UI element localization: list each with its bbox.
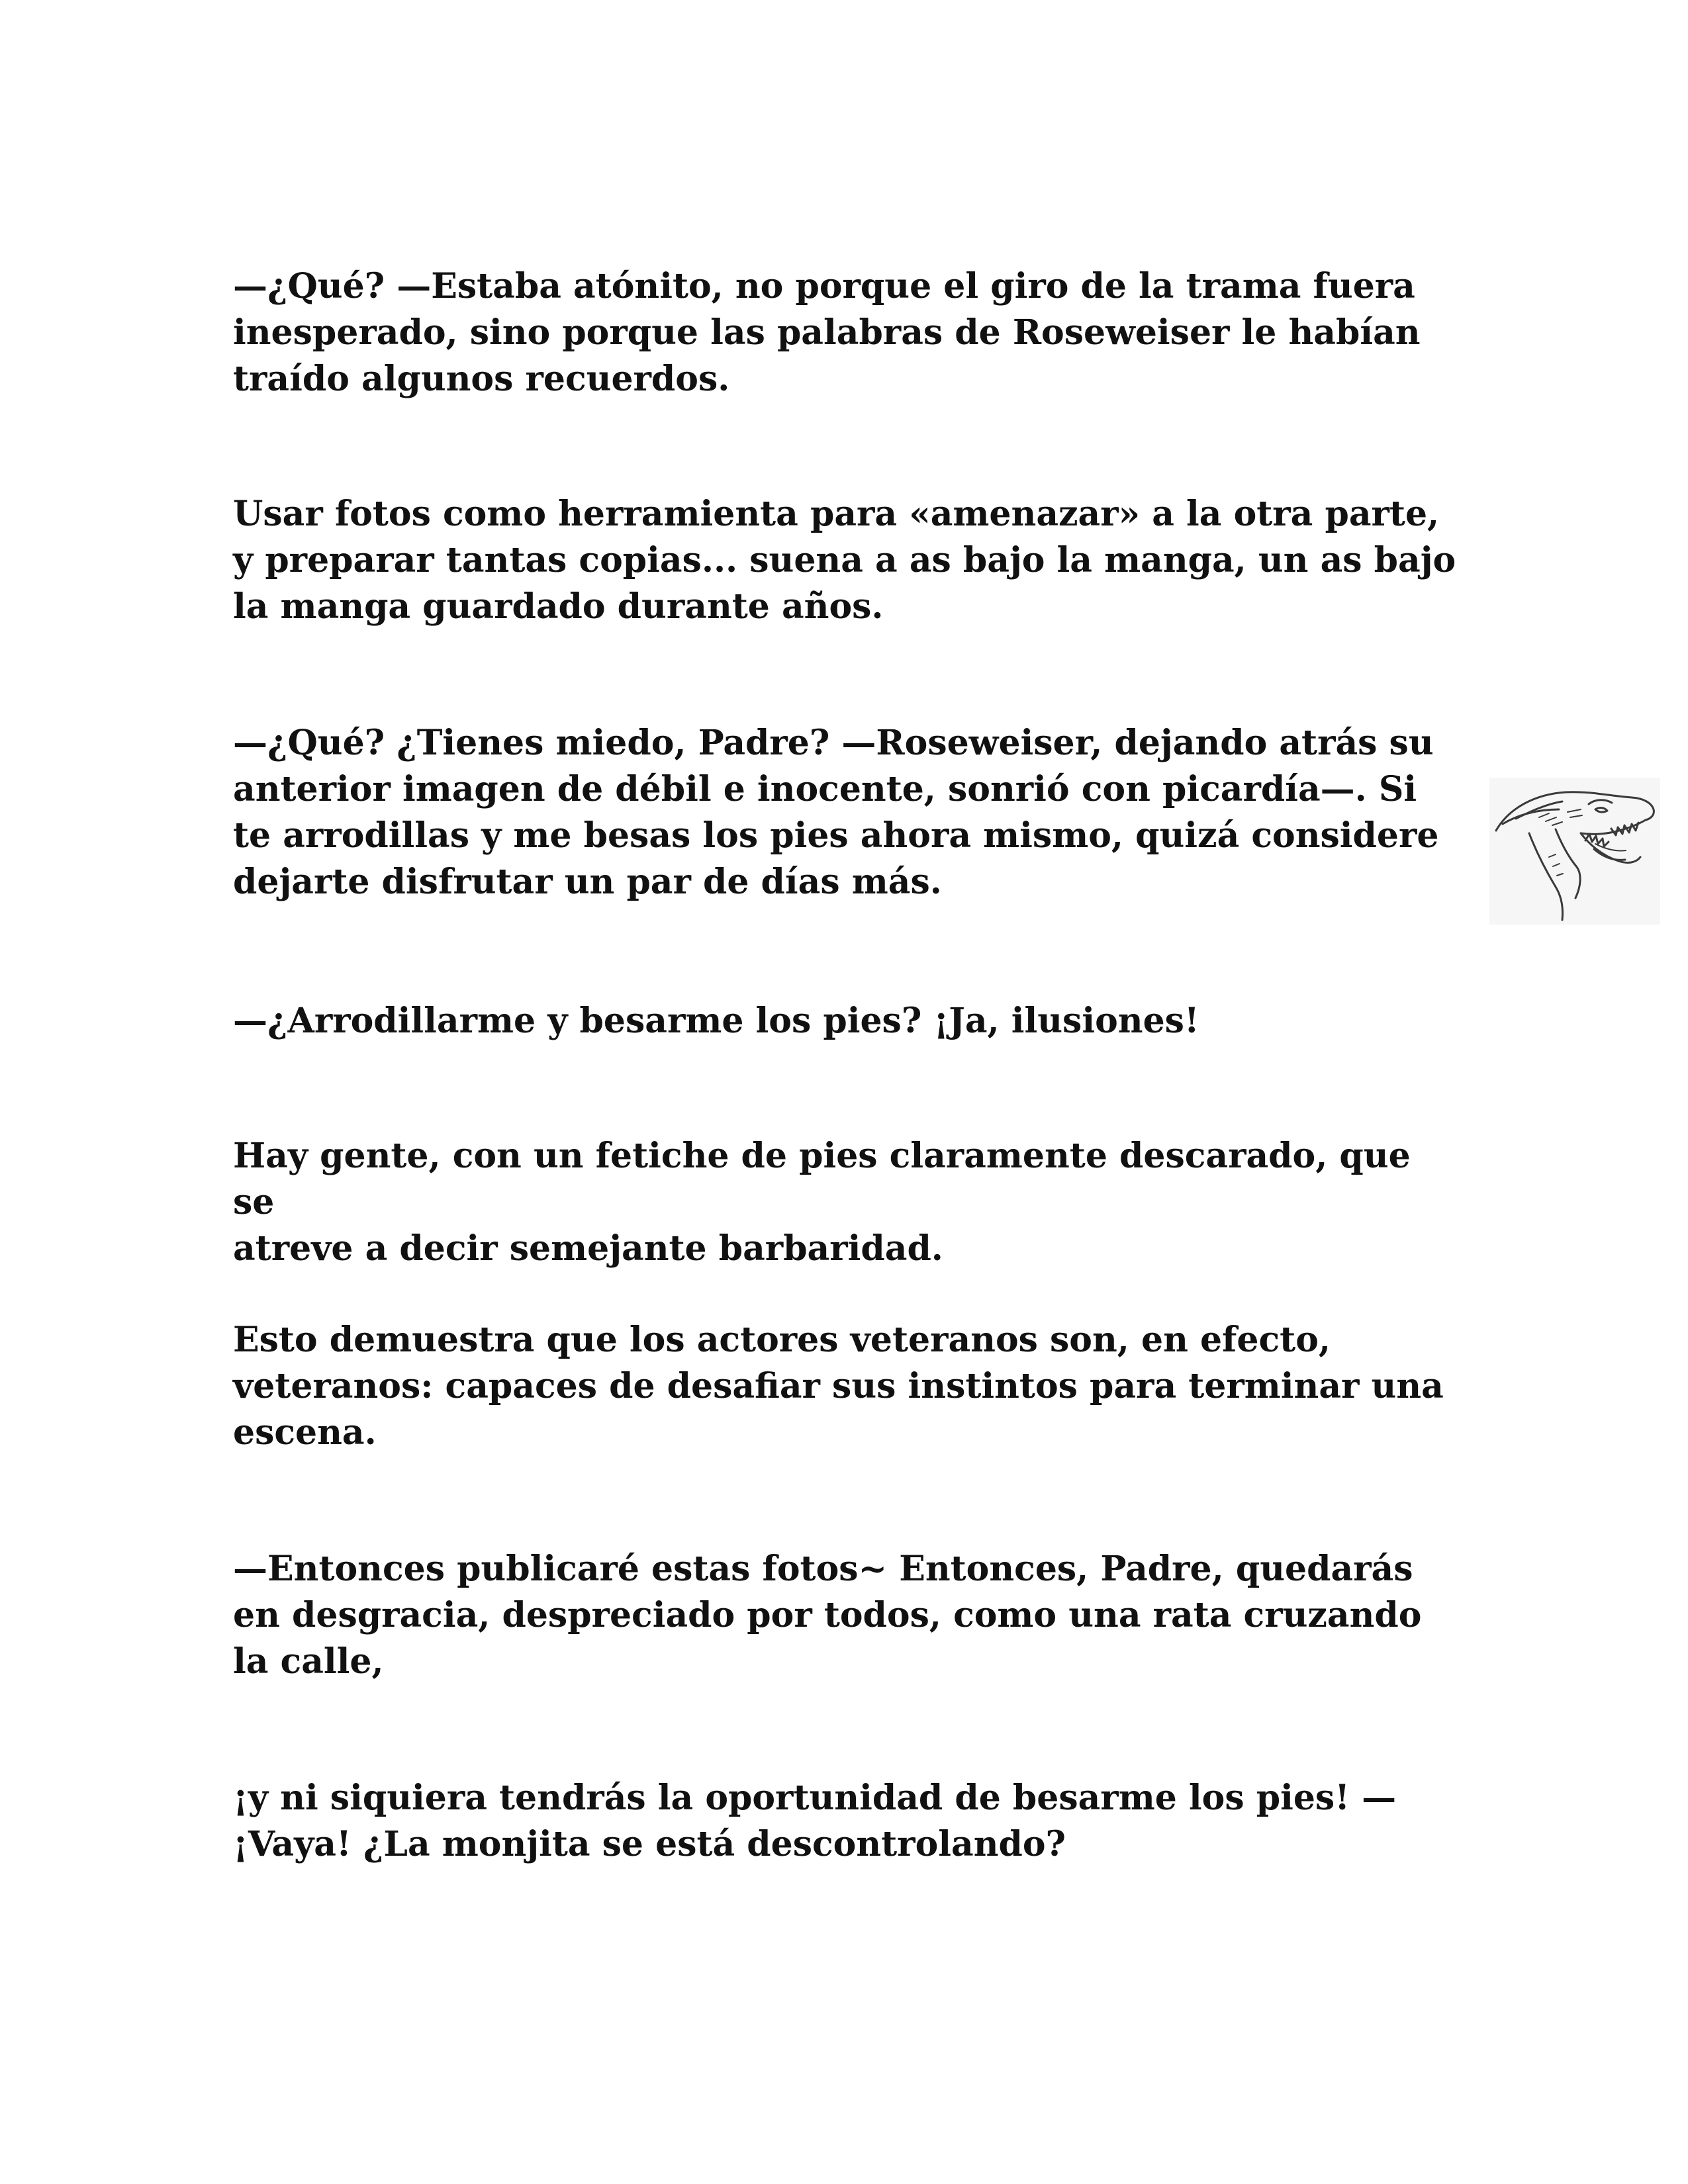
paragraph-6: Esto demuestra que los actores veteranos son, en efecto, veteranos: capaces de desafiar sus instintos para terminar una escena.: [233, 1320, 1444, 1453]
paragraph-1: —¿Qué? —Estaba atónito, no porque el giro de la trama fuera inesperado, sino porque las palabras de Roseweiser le habían traído algunos recuerdos.: [233, 266, 1421, 399]
paragraph-7: —Entonces publicaré estas fotos~ Entonces, Padre, quedarás en desgracia, despreciado por todos, como una rata cruzando la calle,: [233, 1549, 1422, 1682]
dinosaur-head-drawing: [1489, 778, 1660, 925]
paragraph-8: ¡y ni siquiera tendrás la oportunidad de besarme los pies! — ¡Vaya! ¿La monjita se está descontrolando?: [233, 1778, 1397, 1864]
paragraph-2: Usar fotos como herramienta para «amenazar» a la otra parte, y preparar tantas copias... suena a as bajo la manga, un as bajo la manga guardado durante años.: [233, 494, 1456, 627]
paragraph-5: Hay gente, con un fetiche de pies claramente descarado, que se atreve a decir semejante barbaridad.: [233, 1136, 1411, 1269]
paragraph-4: —¿Arrodillarme y besarme los pies? ¡Ja, ilusiones!: [233, 1001, 1199, 1041]
dinosaur-head-icon: [1489, 778, 1660, 925]
paragraph-3: —¿Qué? ¿Tienes miedo, Padre? —Roseweiser, dejando atrás su anterior imagen de débil e inocente, sonrió con picardía—. Si te arrodillas y me besas los pies ahora mismo, quizá considere dejarte disfrutar un par de días más.: [233, 723, 1439, 902]
